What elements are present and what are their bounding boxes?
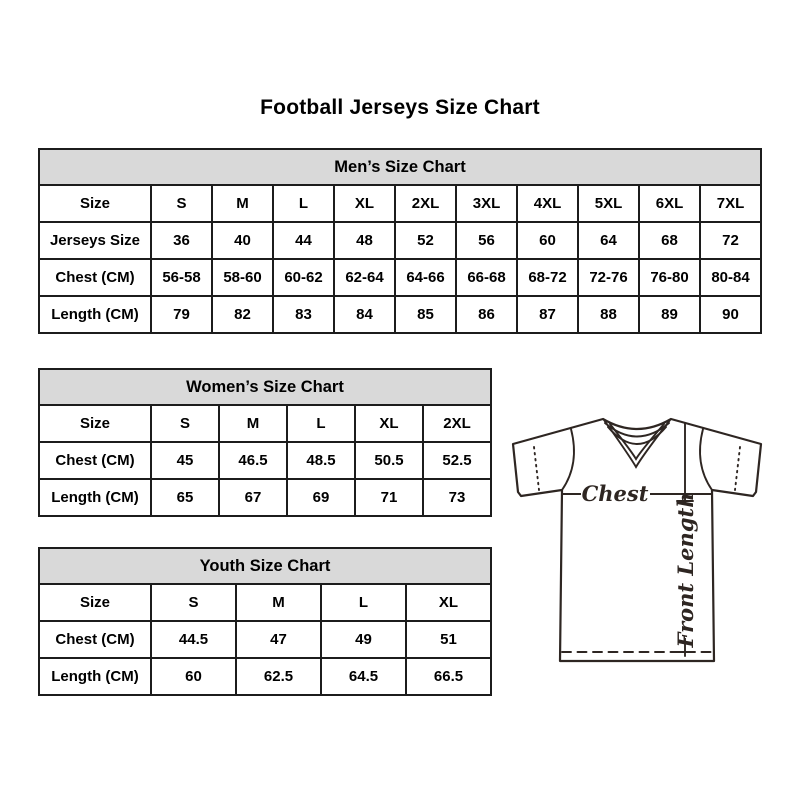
size-header-cell: M: [236, 584, 321, 621]
size-header-cell: 2XL: [423, 405, 491, 442]
value-cell: 65: [151, 479, 219, 516]
table-title-row: [39, 149, 761, 185]
row-label-cell: Size: [39, 405, 151, 442]
value-cell: 79: [151, 296, 212, 333]
table-title-row: [39, 548, 491, 584]
value-cell: 87: [517, 296, 578, 333]
value-cell: 69: [287, 479, 355, 516]
value-cell: 66.5: [406, 658, 491, 695]
size-header-cell: 7XL: [700, 185, 761, 222]
value-cell: 82: [212, 296, 273, 333]
table-row: [39, 222, 761, 259]
value-cell: 49: [321, 621, 406, 658]
value-cell: 88: [578, 296, 639, 333]
value-cell: 60: [517, 222, 578, 259]
value-cell: 68: [639, 222, 700, 259]
table-title: Women’s Size Chart: [39, 369, 491, 405]
value-cell: 71: [355, 479, 423, 516]
column-header-row: [39, 584, 491, 621]
value-cell: 51: [406, 621, 491, 658]
size-header-cell: S: [151, 405, 219, 442]
value-cell: 64-66: [395, 259, 456, 296]
table-row: [39, 658, 491, 695]
size-header-cell: XL: [355, 405, 423, 442]
size-header-cell: S: [151, 185, 212, 222]
value-cell: 80-84: [700, 259, 761, 296]
value-cell: 48: [334, 222, 395, 259]
table-row: [39, 442, 491, 479]
value-cell: 60-62: [273, 259, 334, 296]
value-cell: 67: [219, 479, 287, 516]
value-cell: 44.5: [151, 621, 236, 658]
row-label-cell: Size: [39, 584, 151, 621]
row-label-cell: Chest (CM): [39, 259, 151, 296]
size-header-cell: 3XL: [456, 185, 517, 222]
value-cell: 73: [423, 479, 491, 516]
row-label-cell: Size: [39, 185, 151, 222]
left-armhole-seam: [562, 429, 574, 490]
row-label-cell: Length (CM): [39, 296, 151, 333]
table-row: [39, 479, 491, 516]
value-cell: 58-60: [212, 259, 273, 296]
womens-size-table: [38, 368, 492, 517]
column-header-row: [39, 185, 761, 222]
row-label-cell: Length (CM): [39, 658, 151, 695]
front-length-label: Front Length: [673, 492, 698, 648]
size-header-cell: 4XL: [517, 185, 578, 222]
table-title-row: [39, 369, 491, 405]
size-header-cell: 5XL: [578, 185, 639, 222]
value-cell: 47: [236, 621, 321, 658]
size-header-cell: 6XL: [639, 185, 700, 222]
table-title: Men’s Size Chart: [39, 149, 761, 185]
value-cell: 64: [578, 222, 639, 259]
value-cell: 52: [395, 222, 456, 259]
size-header-cell: 2XL: [395, 185, 456, 222]
size-header-cell: XL: [334, 185, 395, 222]
size-header-cell: L: [321, 584, 406, 621]
value-cell: 45: [151, 442, 219, 479]
jersey-measurement-diagram: [505, 398, 767, 668]
value-cell: 62.5: [236, 658, 321, 695]
column-header-row: [39, 405, 491, 442]
value-cell: 50.5: [355, 442, 423, 479]
value-cell: 76-80: [639, 259, 700, 296]
row-label-cell: Jerseys Size: [39, 222, 151, 259]
size-header-cell: M: [219, 405, 287, 442]
left-cuff-stitch-line: [534, 447, 539, 490]
value-cell: 72-76: [578, 259, 639, 296]
right-armhole-seam: [700, 429, 712, 490]
value-cell: 60: [151, 658, 236, 695]
value-cell: 44: [273, 222, 334, 259]
row-label-cell: Length (CM): [39, 479, 151, 516]
value-cell: 48.5: [287, 442, 355, 479]
value-cell: 40: [212, 222, 273, 259]
table-row: [39, 296, 761, 333]
table-title: Youth Size Chart: [39, 548, 491, 584]
value-cell: 46.5: [219, 442, 287, 479]
value-cell: 85: [395, 296, 456, 333]
size-header-cell: L: [287, 405, 355, 442]
value-cell: 36: [151, 222, 212, 259]
value-cell: 56: [456, 222, 517, 259]
value-cell: 72: [700, 222, 761, 259]
value-cell: 56-58: [151, 259, 212, 296]
chest-label: Chest: [581, 481, 649, 506]
page-title: Football Jerseys Size Chart: [260, 96, 540, 119]
right-cuff-stitch-line: [735, 447, 740, 490]
jersey-outline: [513, 419, 761, 661]
value-cell: 62-64: [334, 259, 395, 296]
table-row: [39, 259, 761, 296]
size-header-cell: XL: [406, 584, 491, 621]
value-cell: 83: [273, 296, 334, 333]
value-cell: 66-68: [456, 259, 517, 296]
row-label-cell: Chest (CM): [39, 621, 151, 658]
size-header-cell: M: [212, 185, 273, 222]
value-cell: 84: [334, 296, 395, 333]
table-row: [39, 621, 491, 658]
size-header-cell: S: [151, 584, 236, 621]
value-cell: 89: [639, 296, 700, 333]
value-cell: 64.5: [321, 658, 406, 695]
youth-size-table: [38, 547, 492, 696]
row-label-cell: Chest (CM): [39, 442, 151, 479]
value-cell: 68-72: [517, 259, 578, 296]
size-header-cell: L: [273, 185, 334, 222]
value-cell: 52.5: [423, 442, 491, 479]
value-cell: 90: [700, 296, 761, 333]
value-cell: 86: [456, 296, 517, 333]
mens-size-table: [38, 148, 762, 334]
